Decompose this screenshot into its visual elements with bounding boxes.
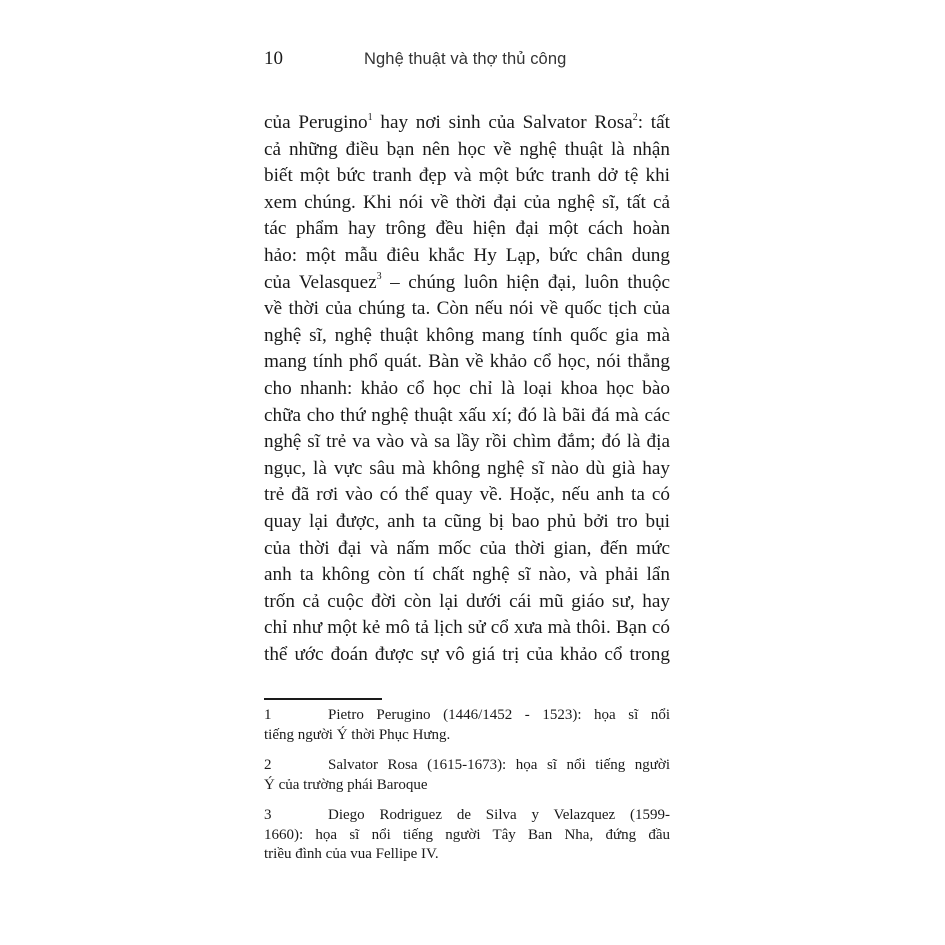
body-line: tác phẩm hay trông đều hiện đại một cách hoàn — [264, 218, 670, 240]
footnote-ref: 3 — [376, 271, 382, 283]
body-line: anh ta không còn tí chất nghệ sĩ nào, và phải lẩn — [264, 564, 670, 586]
footnote-line: 3 Diego Rodriguez de Silva y Velazquez (1599- — [264, 806, 670, 826]
page-header — [264, 48, 670, 76]
footnote-ref: 1 — [367, 111, 373, 123]
footnote-line: Ý của trường phái Baroque — [264, 776, 428, 793]
footnote-number: 1 — [264, 707, 272, 723]
body-line: trẻ đã rơi vào có thể quay về. Hoặc, nếu anh ta có — [264, 484, 670, 506]
book-page — [264, 48, 670, 668]
body-line: của Perugino$^1$ hay nơi sinh của Salvator Rosa$^2$: tất — [264, 111, 670, 133]
footnote-line: 2 Salvator Rosa (1615-1673): họa sĩ nổi tiếng người — [264, 756, 670, 776]
footnote-2 — [264, 756, 670, 795]
body-line: chỉ như một kẻ mô tả lịch sử cổ xưa mà thôi. Bạn có — [264, 617, 670, 639]
footnote-number: 2 — [264, 757, 272, 773]
footnotes — [264, 706, 670, 876]
body-line: về thời của chúng ta. Còn nếu nói về quốc tịch của — [264, 298, 670, 320]
body-line: xem chúng. Khi nói về thời đại của nghệ sĩ, tất cả — [264, 191, 670, 213]
body-text — [264, 110, 670, 668]
running-title: Nghệ thuật và thợ thủ công — [364, 50, 567, 68]
footnote-1 — [264, 706, 670, 745]
page-number: 10 — [264, 48, 283, 69]
body-line: trốn cả cuộc đời còn lại dưới cái mũ giáo sư, hay — [264, 590, 670, 612]
footnote-line: triều đình của vua Fellipe IV. — [264, 846, 439, 862]
footnote-divider — [264, 698, 382, 700]
footnote-line: 1660): họa sĩ nổi tiếng người Tây Ban Nha, đứng đầu — [264, 826, 670, 843]
body-line: ngục, là vực sâu mà không nghệ sĩ nào dù già hay — [264, 457, 670, 479]
body-line: mang tính phổ quát. Bàn về khảo cổ học, nói thẳng — [264, 351, 670, 373]
body-line: biết một bức tranh đẹp và một bức tranh dở tệ khi — [264, 165, 670, 187]
body-line: của thời đại và nấm mốc của thời gian, đến mức — [264, 537, 670, 559]
body-line: nghệ sĩ, nghệ thuật không mang tính quốc gia mà — [264, 324, 670, 346]
body-line: quay lại được, anh ta cũng bị bao phủ bởi tro bụi — [264, 510, 670, 532]
body-line: nghệ sĩ trẻ va vào và sa lầy rồi chìm đắm; đó là địa — [264, 431, 670, 453]
body-line: cho nhanh: khảo cổ học chỉ là loại khoa học bào — [264, 377, 670, 399]
footnote-ref: 2 — [632, 111, 638, 123]
body-line: cả những điều bạn nên học về nghệ thuật là nhận — [264, 138, 670, 160]
footnote-number: 3 — [264, 807, 272, 823]
body-line: hảo: một mẫu điêu khắc Hy Lạp, bức chân dung — [264, 244, 670, 266]
body-line: chữa cho thứ nghệ thuật xấu xí; đó là bãi đá mà các — [264, 404, 670, 426]
body-line: của Velasquez$^3$ – chúng luôn hiện đại, luôn thuộc — [264, 271, 670, 293]
footnote-line: 1 Pietro Perugino (1446/1452 - 1523): họa sĩ nổi — [264, 706, 670, 726]
footnote-line: tiếng người Ý thời Phục Hưng. — [264, 726, 451, 743]
body-line: thể ước đoán được sự vô giá trị của khảo cổ trong — [264, 643, 670, 665]
footnote-3 — [264, 806, 670, 865]
